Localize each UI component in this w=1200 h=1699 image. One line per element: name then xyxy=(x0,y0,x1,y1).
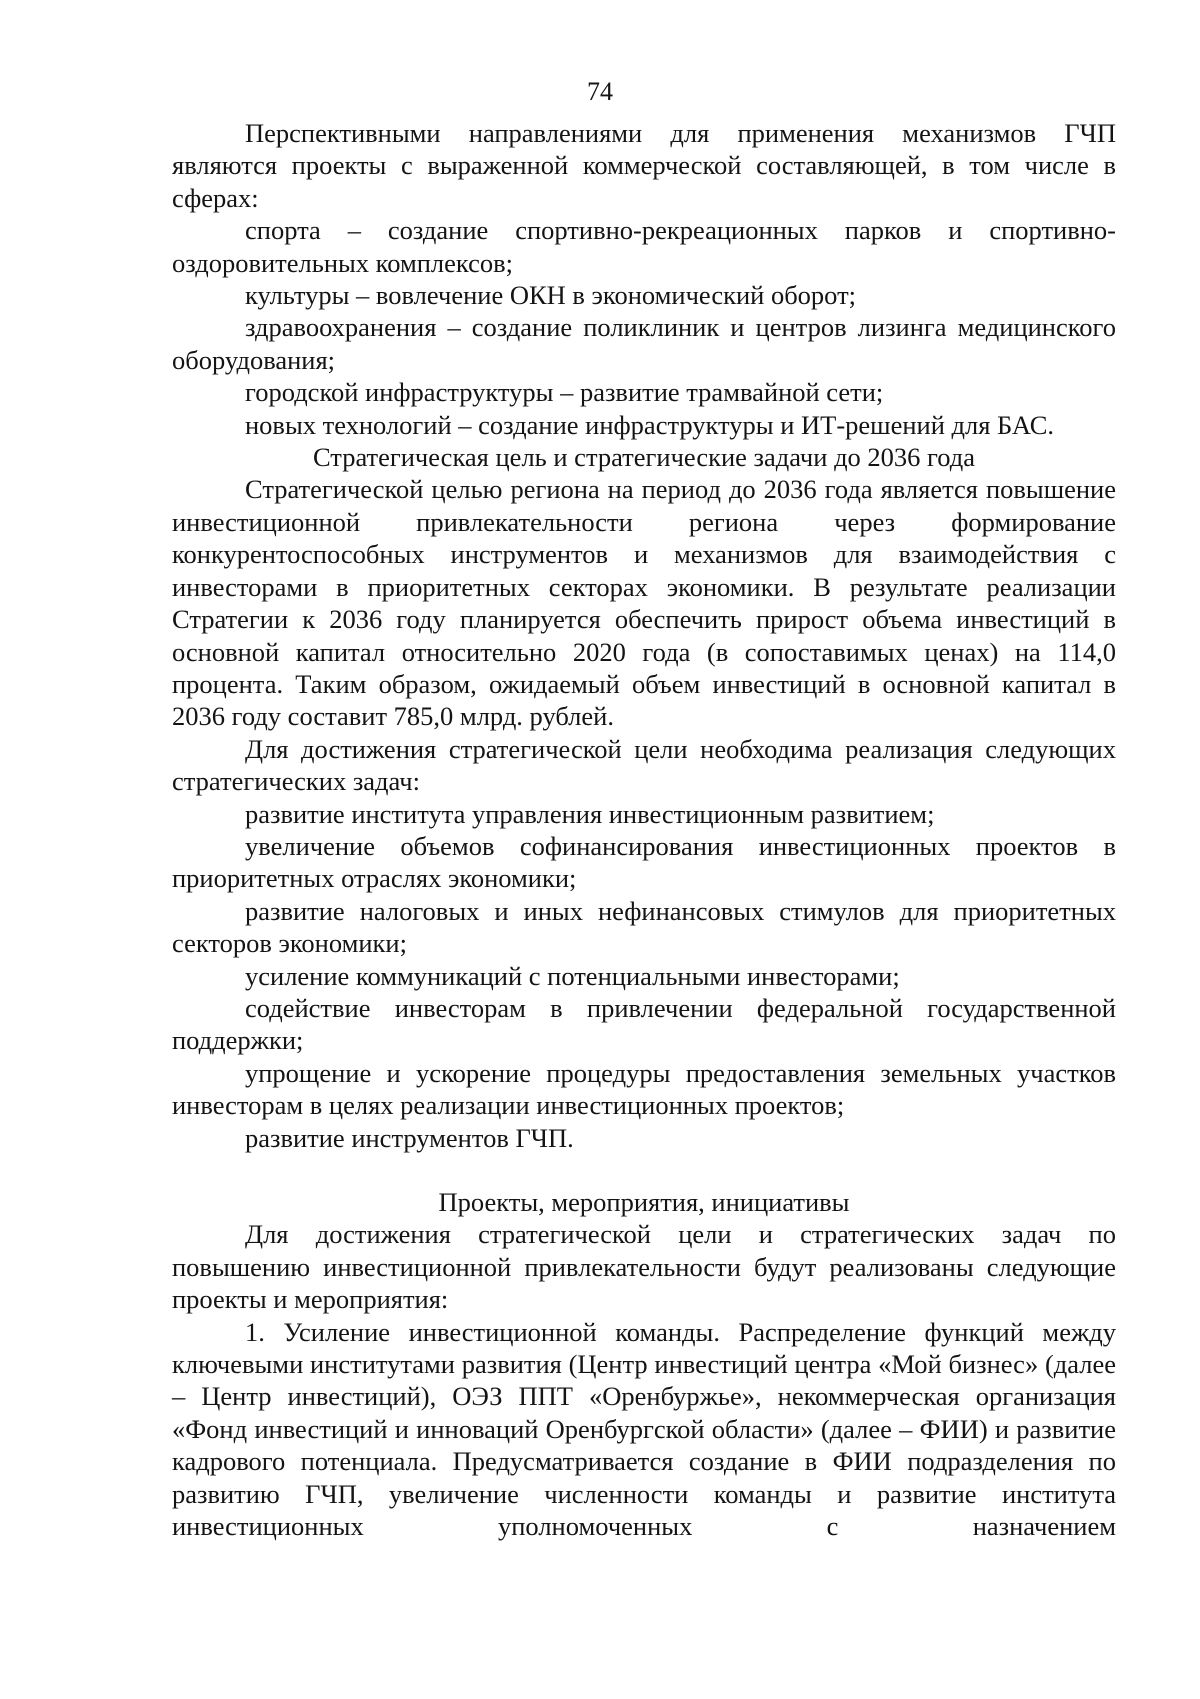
paragraph-new-technologies: новых технологий – создание инфраструктуры и ИТ-решений для БАС. xyxy=(245,409,1055,440)
list-item-task: увеличение объемов софинансирования инвестиционных проектов в приоритетных отраслях экономики; xyxy=(172,830,1116,894)
paragraph-projects-intro: Для достижения стратегической цели и стратегических задач по повышению инвестиционной привлекательности будут реализованы следующие проекты и мероприятия: xyxy=(172,1219,1116,1315)
list-item-task: развитие налоговых и иных нефинансовых стимулов для приоритетных секторов экономики; xyxy=(172,895,1116,959)
page-number: 74 xyxy=(587,77,613,106)
list-item-task: развитие института управления инвестиционным развитием; xyxy=(245,798,935,829)
document-body xyxy=(172,117,1116,1542)
section-spacer xyxy=(172,1154,1116,1186)
list-item-task: упрощение и ускорение процедуры предоставления земельных участков инвесторам в целях реализации инвестиционных проектов; xyxy=(172,1057,1116,1121)
paragraph-city-infrastructure: городской инфраструктуры – развитие трамвайной сети; xyxy=(245,377,884,408)
list-item-task: усиление коммуникаций с потенциальными инвесторами; xyxy=(245,960,900,991)
paragraph-strategic-goal: Стратегической целью региона на период до 2036 года является повышение инвестиционной привлекательности региона через формирование конкурентоспособных инструментов и механизмов для взаимодействия с инвесторами в приоритетных секторах экономики. В результате реализации Стратегии к 2036 году планируется обеспечить прирост объема инвестиций в основной капитал относительно 2020 года (в сопоставимых ценах) на 114,0 процента. Таким образом, ожидаемый объем инвестиций в основной капитал в 2036 году составит 785,0 млрд. рублей. xyxy=(172,474,1116,732)
paragraph-sport: спорта – создание спортивно-рекреационных парков и спортивно-оздоровительных комплексов; xyxy=(172,215,1116,278)
paragraph-tasks-intro: Для достижения стратегической цели необходима реализация следующих стратегических задач: xyxy=(172,733,1116,797)
section-heading-projects: Проекты, мероприятия, инициативы xyxy=(438,1187,850,1217)
list-item-task: развитие инструментов ГЧП. xyxy=(245,1122,574,1153)
paragraph-ppp-directions: Перспективными направлениями для применения механизмов ГЧП являются проекты с выраженной коммерческой составляющей, в том числе в сферах: xyxy=(172,118,1116,213)
section-heading-strategic-goal: Стратегическая цель и стратегические задачи до 2036 года xyxy=(312,442,975,473)
paragraph-culture: культуры – вовлечение ОКН в экономический оборот; xyxy=(245,280,857,311)
paragraph-investment-team: 1. Усиление инвестиционной команды. Распределение функций между ключевыми институтами развития (Центр инвестиций центра «Мой бизнес» (далее – Центр инвестиций), ОЭЗ ППТ «Оренбуржье», некоммерческая организация «Фонд инвестиций и инноваций Оренбургской области» (далее – ФИИ) и развитие кадрового потенциала. Предусматривается создание в ФИИ подразделения по развитию ГЧП, увеличение численности команды и развитие института инвестиционных уполномоченных с назначением xyxy=(172,1316,1116,1542)
paragraph-healthcare: здравоохранения – создание поликлиник и центров лизинга медицинского оборудования; xyxy=(172,312,1116,375)
list-item-task: содействие инвесторам в привлечении федеральной государственной поддержки; xyxy=(172,992,1116,1056)
